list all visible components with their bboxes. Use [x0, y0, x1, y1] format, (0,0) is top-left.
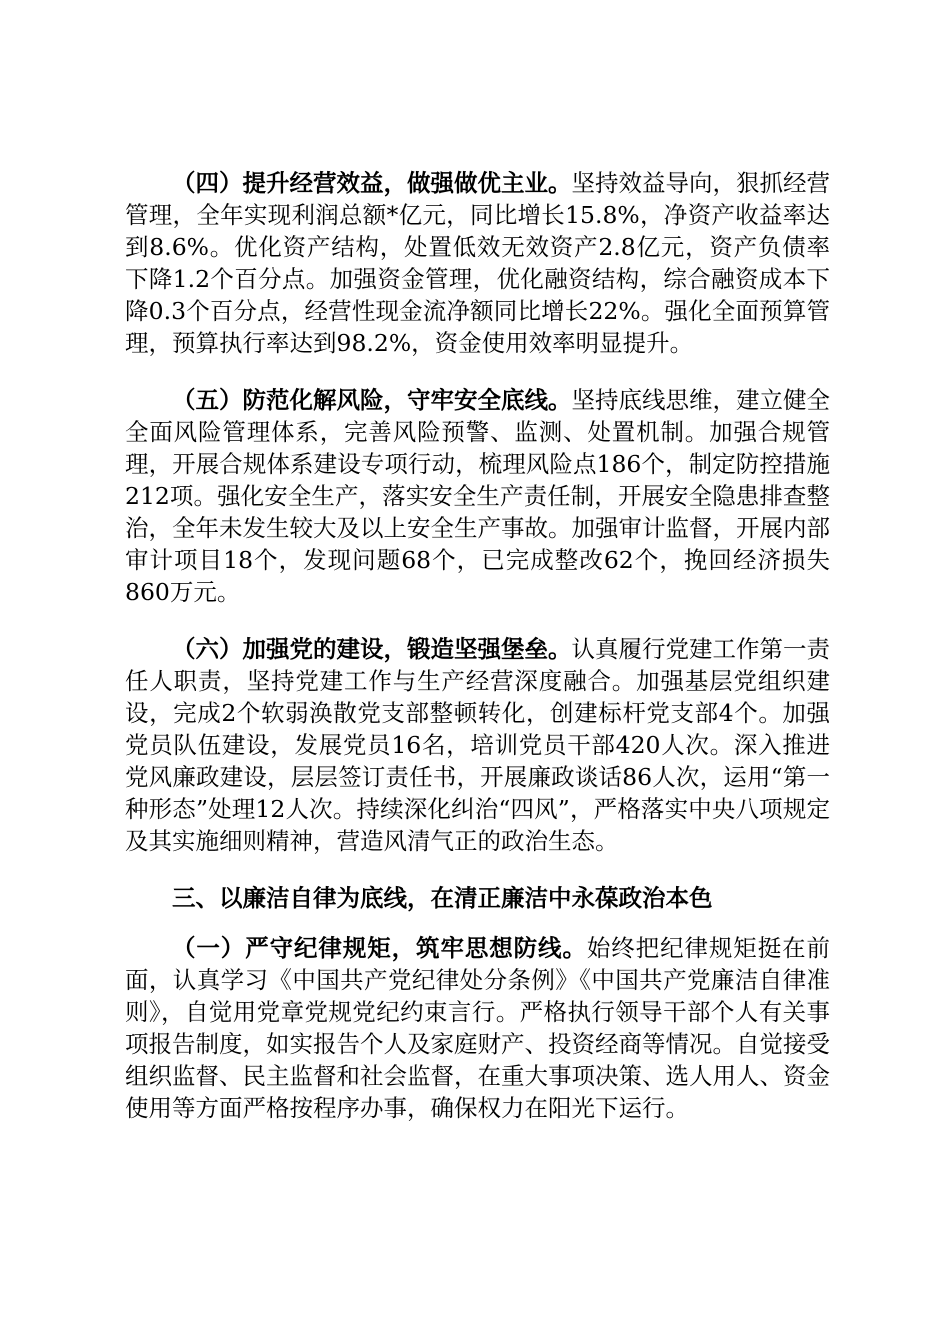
- paragraph-4: [125, 167, 830, 359]
- paragraph-lead: （五）防范化解风险，守牢安全底线。: [172, 386, 572, 414]
- paragraph-lead: （四）提升经营效益，做强做优主业。: [172, 169, 572, 197]
- paragraph-body: 坚持效益导向，狠抓经营管理，全年实现利润总额*亿元，同比增长15.8%，净资产收益率达到8.6%。优化资产结构，处置低效无效资产2.8亿元，资产负债率下降1.2个百分点。加强资金管理，优化融资结构，综合融资成本下降0.3个百分点，经营性现金流净额同比增长22%。强化全面预算管理，预算执行率达到98.2%，资金使用效率明显提升。: [125, 169, 830, 357]
- paragraph-body: 始终把纪律规矩挺在前面，认真学习《中国共产党纪律处分条例》《中国共产党廉洁自律准则》，自觉用党章党规党纪约束言行。严格执行领导干部个人有关事项报告制度，如实报告个人及家庭财产、投资经商等情况。自觉接受组织监督、民主监督和社会监督，在重大事项决策、选人用人、资金使用等方面严格按程序办事，确保权力在阳光下运行。: [125, 934, 831, 1122]
- paragraph-6: [125, 633, 830, 857]
- paragraph-body: 认真履行党建工作第一责任人职责，坚持党建工作与生产经营深度融合。加强基层党组织建设，完成2个软弱涣散党支部整顿转化，创建标杆党支部4个。加强党员队伍建设，发展党员16名，培训党员干部420人次。深入推进党风廉政建设，层层签订责任书，开展廉政谈话86人次，运用“第一种形态”处理12人次。持续深化纠治“四风”，严格落实中央八项规定及其实施细则精神，营造风清气正的政治生态。: [125, 635, 830, 855]
- document-page: [125, 167, 830, 1149]
- section-heading: 三、以廉洁自律为底线，在清正廉洁中永葆政治本色: [172, 884, 713, 912]
- paragraph-1: [125, 932, 830, 1124]
- paragraph-lead: （一）严守纪律规矩，筑牢思想防线。: [172, 934, 587, 962]
- paragraph-body: 坚持底线思维，建立健全全面风险管理体系，完善风险预警、监测、处置机制。加强合规管理，开展合规体系建设专项行动，梳理风险点186个，制定防控措施212项。强化安全生产，落实安全生产责任制，开展安全隐患排查整治，全年未发生较大及以上安全生产事故。加强审计监督，开展内部审计项目18个，发现问题68个，已完成整改62个，挽回经济损失860万元。: [125, 386, 830, 606]
- paragraph-5: [125, 384, 830, 608]
- paragraph-lead: （六）加强党的建设，锻造坚强堡垒。: [172, 635, 572, 663]
